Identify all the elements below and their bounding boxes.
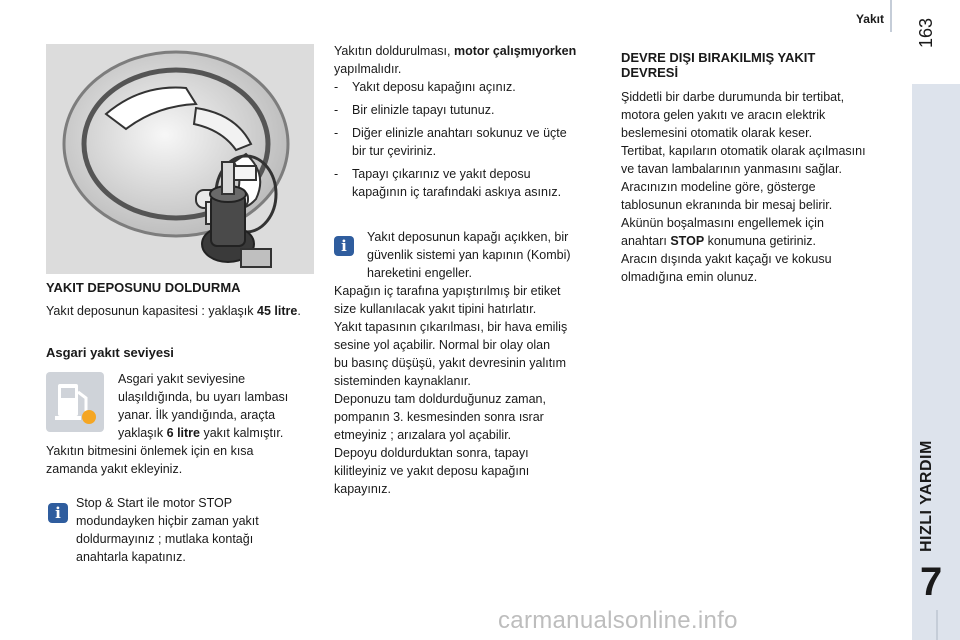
- list-item: - Bir elinizle tapayı tutunuz.: [334, 103, 495, 117]
- list-item: - Yakıt deposu kapağını açınız.: [334, 80, 516, 94]
- header-divider: [890, 0, 892, 32]
- section-title: Yakıt: [855, 12, 884, 26]
- tank-capacity-value: 45 litre: [257, 304, 298, 318]
- chapter-divider: [936, 610, 938, 640]
- fuel-flap-safety-note: Yakıt deposunun kapağı açıkken, bir güvenlik sistemi yan kapının (Kombi) hareketini engeller.: [367, 230, 571, 280]
- fuel-pump-icon: [46, 372, 104, 432]
- stop-start-note: Stop & Start ile motor STOP modundayken hiçbir zaman yakıt doldurmayınız ; mutlaka kontağı anahtarla kapatınız.: [76, 496, 259, 564]
- section-heading-fuel-filling: YAKIT DEPOSUNU DOLDURMA: [46, 280, 241, 295]
- fuel-notes: Kapağın iç tarafına yapıştırılmış bir etiket size kullanılacak yakıt tipini hatırlatır. Yakıt tapasının çıkarılması, bir hava emiliş sesine yol açabilir. Normal bir olay olan bu basınç düşüşü, yakıt devresinin yalıtım sisteminden kaynaklanır. Deponuzu tam doldurduğunuz zaman, pompanın 3. kesmesinden sonra ısrar etmeyiniz ; arızalara yol açabilir. Depoyu doldurduktan sonra, tapayı kilitleyiniz ve yakıt deposu kapağını kapayınız.: [334, 284, 568, 496]
- watermark: carmanualsonline.info: [498, 607, 738, 634]
- chapter-number: 7: [920, 560, 943, 604]
- filling-intro: Yakıtın doldurulması, motor çalışmıyorken yapılmalıdır.: [334, 44, 577, 76]
- tank-capacity: Yakıt deposunun kapasitesi : yaklaşık 45 litre.: [46, 304, 301, 318]
- chapter-tab-label: HIZLI YARDIM: [918, 440, 935, 552]
- page-number: 163: [916, 17, 936, 48]
- stop-position: STOP: [670, 234, 705, 248]
- chapter-tab: [912, 84, 960, 640]
- subheading-low-fuel: Asgari yakıt seviyesi: [46, 345, 174, 360]
- filling-steps: [334, 78, 604, 201]
- section-heading-fuel-cutoff: DEVRE DIŞI BIRAKILMIŞ YAKIT DEVRESİ: [621, 50, 816, 80]
- low-fuel-advice: Yakıtın bitmesini önlemek için en kısa zamanda yakıt ekleyiniz.: [46, 444, 254, 476]
- info-icon: i: [334, 236, 354, 256]
- info-icon: i: [48, 503, 68, 523]
- engine-off-emphasis: motor çalışmıyorken: [453, 44, 577, 58]
- low-fuel-text: Asgari yakıt seviyesine ulaşıldığında, bu uyarı lambası yanar. İlk yandığında, araçta yaklaşık 6 litre yakıt kalmıştır.: [118, 372, 289, 440]
- low-fuel-reserve: 6 litre: [166, 426, 200, 440]
- fuel-cap-illustration: [46, 44, 314, 274]
- list-item: - Tapayı çıkarınız ve yakıt deposu kapağının iç tarafındaki askıya asınız.: [334, 167, 562, 199]
- fuel-cutoff-text: Şiddetli bir darbe durumunda bir tertibat, motora gelen yakıtı ve aracın elektrik beslemesini otomatik olarak keser. Tertibat, kapıların otomatik olarak açılmasını ve tavan lambalarının yanmasını sağlar. Aracınızın modeline göre, gösterge tablosunun ekranında bir mesaj belirir. Akünün boşalmasını engellemek için anahtarı STOP konumuna getiriniz. Aracın dışında yakıt kaçağı ve kokusu olmadığına emin olunuz.: [621, 90, 866, 284]
- list-item: - Diğer elinizle anahtarı sokunuz ve üçte bir tur çeviriniz.: [334, 126, 567, 158]
